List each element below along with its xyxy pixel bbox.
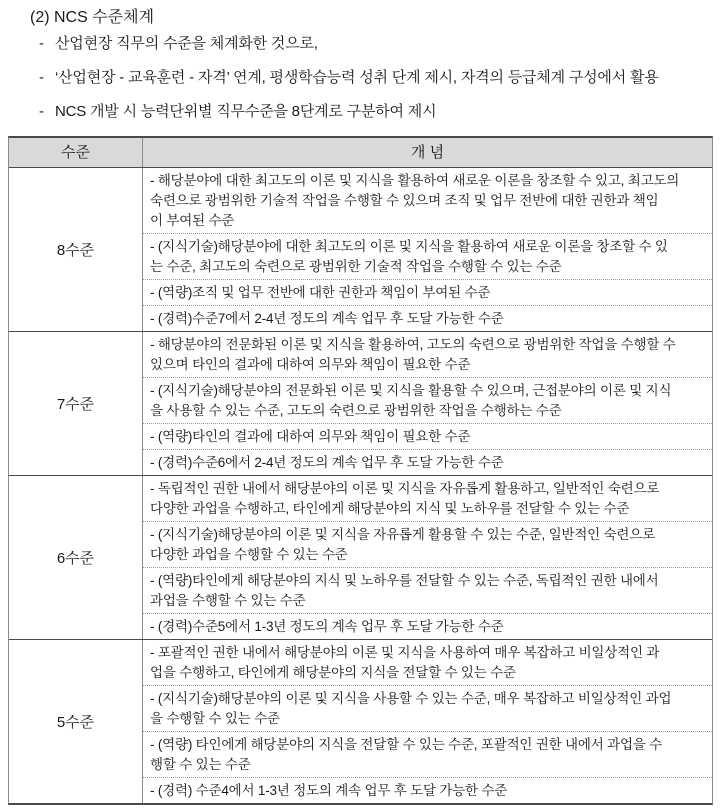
concept-item — [143, 306, 712, 331]
concept-line: 숙련으로 광범위한 기술적 작업을 수행할 수 있으며 조직 및 업무 전반에 대한 권한과 책임 — [150, 193, 659, 208]
concept-line: - (지식기술)해당분야의 이론 및 지식을 자유롭게 활용할 수 있는 수준, 일반적인 숙련으로 — [150, 527, 655, 542]
concept-line: - (지식기술)해당분야의 이론 및 지식을 사용할 수 있는 수준, 매우 복잡하고 비일상적인 과업 — [150, 691, 672, 706]
concept-cell — [143, 168, 712, 331]
table-header-row — [9, 138, 712, 168]
intro-bullet — [0, 33, 720, 67]
level-label: 6수준 — [9, 476, 143, 639]
bullet-dash: - — [39, 35, 44, 52]
concept-line: 이 부여된 수준 — [150, 213, 235, 228]
level-label: 5수준 — [9, 640, 143, 803]
concept-line: 는 수준, 최고도의 숙련으로 광범위한 기술적 작업을 수행할 수 있는 수준 — [150, 259, 562, 274]
concept-item — [143, 332, 712, 378]
concept-line: - (역량)조직 및 업무 전반에 대한 권한과 책임이 부여된 수준 — [150, 285, 491, 300]
level-row — [9, 476, 712, 640]
concept-cell — [143, 332, 712, 475]
concept-item — [143, 424, 712, 450]
intro-bullet — [0, 67, 720, 101]
concept-line: 다양한 과업을 수행하고, 타인에게 해당분야의 지식 및 노하우를 전달할 수 있는 수준 — [150, 501, 630, 516]
concept-line: 행할 수 있는 수준 — [150, 757, 251, 772]
header-concept: 개 념 — [410, 144, 445, 161]
level-row — [9, 332, 712, 476]
concept-line: - (경력)수준5에서 1-3년 정도의 계속 업무 후 도달 가능한 수준 — [150, 619, 504, 634]
intro-bullet-text: NCS 개발 시 능력단위별 직무수준을 8단계로 구분하여 제시 — [55, 103, 437, 120]
concept-line: - 독립적인 권한 내에서 해당분야의 이론 및 지식을 자유롭게 활용하고, 일반적인 숙련으로 — [150, 481, 660, 496]
intro-bullet — [0, 101, 720, 135]
concept-line: - 해당분야에 대한 최고도의 이론 및 지식을 활용하여 새로운 이론을 창조할 수 있고, 최고도의 — [150, 173, 680, 188]
concept-item — [143, 778, 712, 803]
intro-bullet-text: ‘산업현장 - 교육훈련 - 자격’ 연계, 평생학습능력 성취 단계 제시, 자격의 등급체계 구성에서 활용 — [55, 69, 659, 86]
concept-item — [143, 476, 712, 522]
header-level: 수준 — [9, 138, 143, 167]
concept-item — [143, 234, 712, 280]
concept-line: 업을 수행하고, 타인에게 해당분야의 지식을 전달할 수 있는 수준 — [150, 665, 516, 680]
concept-line: 과업을 수행할 수 있는 수준 — [150, 593, 306, 608]
level-label: 7수준 — [9, 332, 143, 475]
concept-cell — [143, 476, 712, 639]
concept-item — [143, 686, 712, 732]
concept-item — [143, 168, 712, 234]
concept-line: 을 사용할 수 있는 수준, 고도의 숙련으로 광범위한 작업을 수행하는 수준 — [150, 403, 562, 418]
concept-item — [143, 568, 712, 614]
concept-line: - (지식기술)해당분야에 대한 최고도의 이론 및 지식을 활용하여 새로운 이론을 창조할 수 있 — [150, 239, 668, 254]
concept-line: - (경력)수준7에서 2-4년 정도의 계속 업무 후 도달 가능한 수준 — [150, 311, 504, 326]
concept-line: - (지식기술)해당분야의 전문화된 이론 및 지식을 활용할 수 있으며, 근접분야의 이론 및 지식 — [150, 383, 672, 398]
level-label: 8수준 — [9, 168, 143, 331]
bullet-dash: - — [39, 103, 44, 120]
bullet-dash: - — [39, 69, 44, 86]
table-body — [9, 168, 712, 803]
concept-line: - (경력) 수준4에서 1-3년 정도의 계속 업무 후 도달 가능한 수준 — [150, 783, 508, 798]
concept-item — [143, 522, 712, 568]
level-row — [9, 640, 712, 803]
concept-item — [143, 614, 712, 639]
concept-item — [143, 640, 712, 686]
ncs-level-table — [8, 136, 713, 805]
concept-item — [143, 450, 712, 475]
intro-bullet-text: 산업현장 직무의 수준을 체계화한 것으로, — [55, 35, 318, 52]
concept-line: - (경력)수준6에서 2-4년 정도의 계속 업무 후 도달 가능한 수준 — [150, 455, 504, 470]
concept-line: - (역량) 타인에게 해당분야의 지식을 전달할 수 있는 수준, 포괄적인 권한 내에서 과업을 수 — [150, 737, 663, 752]
concept-line: 있으며 타인의 결과에 대하여 의무와 책임이 필요한 수준 — [150, 357, 471, 372]
level-row — [9, 168, 712, 332]
concept-line: - (역량)타인의 결과에 대하여 의무와 책임이 필요한 수준 — [150, 429, 471, 444]
concept-line: 을 수행할 수 있는 수준 — [150, 711, 280, 726]
concept-line: 다양한 과업을 수행할 수 있는 수준 — [150, 547, 348, 562]
concept-item — [143, 280, 712, 306]
concept-cell — [143, 640, 712, 803]
concept-item — [143, 378, 712, 424]
concept-line: - (역량)타인에게 해당분야의 지식 및 노하우를 전달할 수 있는 수준, 독립적인 권한 내에서 — [150, 573, 659, 588]
section-title: (2) NCS 수준체계 — [30, 9, 155, 26]
concept-line: - 포괄적인 권한 내에서 해당분야의 이론 및 지식을 사용하여 매우 복잡하고 비일상적인 과 — [150, 645, 660, 660]
intro-bullet-list — [0, 33, 720, 135]
concept-line: - 해당분야의 전문화된 이론 및 지식을 활용하여, 고도의 숙련으로 광범위한 작업을 수행할 수 — [150, 337, 676, 352]
concept-item — [143, 732, 712, 778]
